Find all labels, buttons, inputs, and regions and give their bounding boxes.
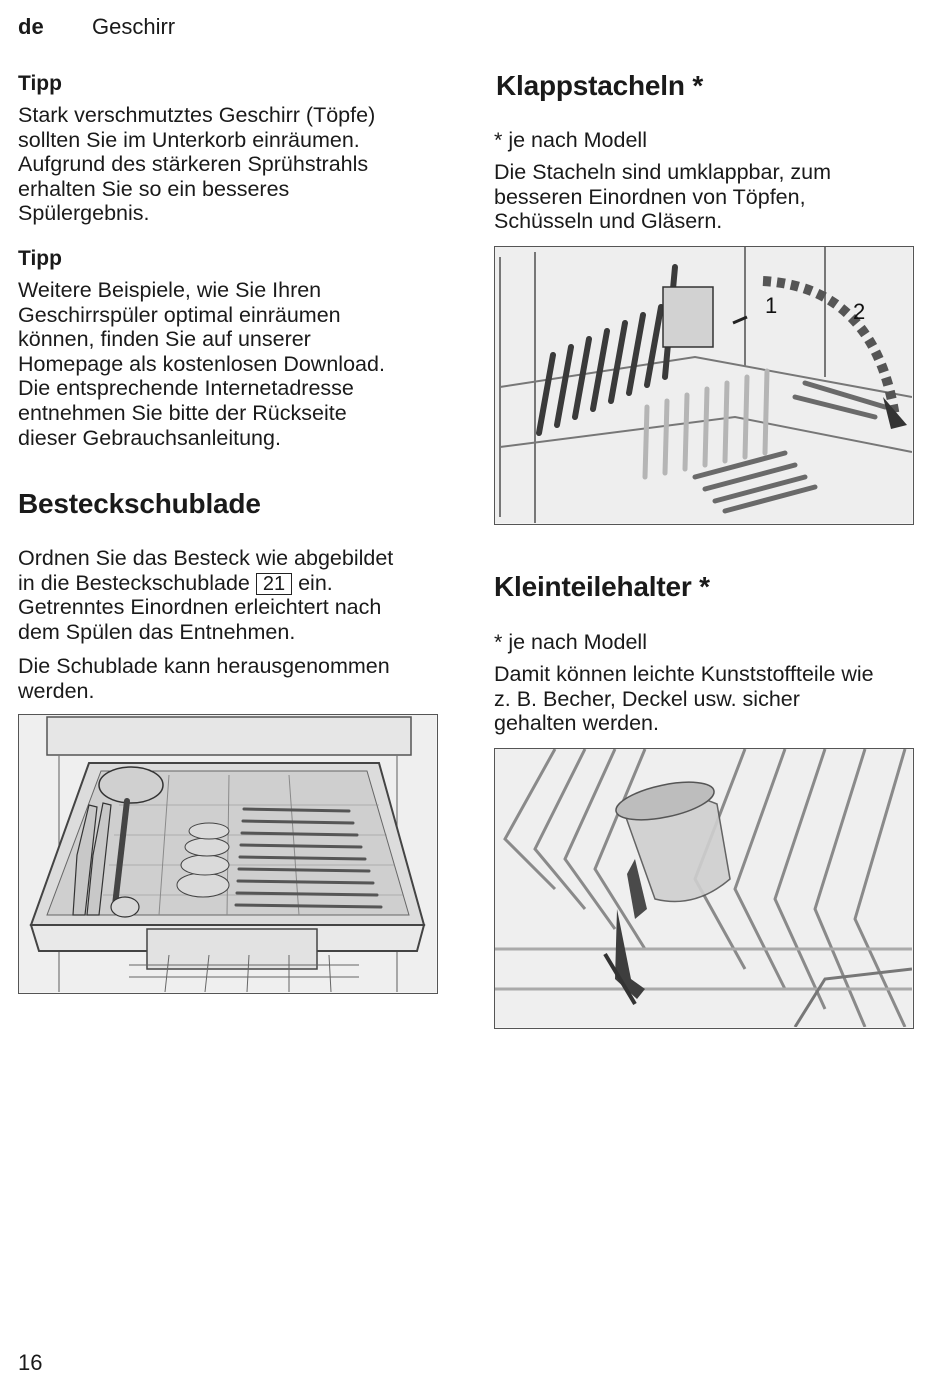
text-line: dieser Gebrauchsanleitung. bbox=[18, 425, 281, 450]
cutlery-drawer-illustration bbox=[18, 714, 438, 994]
page-number: 16 bbox=[18, 1350, 43, 1375]
section-heading: Klappstacheln * bbox=[496, 70, 704, 101]
text-line: Geschirrspüler optimal einräumen bbox=[18, 302, 341, 327]
spikes-paragraph bbox=[494, 160, 831, 234]
text-line: Die Schublade kann herausgenommen bbox=[18, 654, 390, 678]
section-heading: Besteckschublade bbox=[18, 488, 261, 519]
section-title: Geschirr bbox=[92, 14, 176, 39]
step-label-1: 1 bbox=[765, 293, 778, 318]
text-line: werden. bbox=[18, 678, 95, 703]
text-line: Spülergebnis. bbox=[18, 201, 150, 226]
cutlery-paragraph bbox=[18, 546, 393, 644]
text-line: Ordnen Sie das Besteck wie abgebildet bbox=[18, 546, 394, 570]
text-line: besseren Einordnen von Töpfen, bbox=[494, 184, 806, 209]
text-fragment: in die Besteckschublade bbox=[18, 570, 250, 595]
tip-heading: Tipp bbox=[18, 72, 62, 95]
text-line: gehalten werden. bbox=[494, 711, 659, 736]
cutlery-paragraph-2 bbox=[18, 654, 390, 703]
text-line: Getrenntes Einordnen erleichtert nach bbox=[18, 595, 382, 620]
text-line: Schüsseln und Gläsern. bbox=[494, 209, 723, 234]
text-fragment: ein. bbox=[298, 570, 333, 595]
text-line: Die entsprechende Internetadresse bbox=[18, 376, 354, 401]
tip-heading: Tipp bbox=[18, 247, 62, 270]
text-line: Die Stacheln sind umklappbar, zum bbox=[494, 160, 832, 184]
language-code: de bbox=[18, 14, 44, 39]
tip-paragraph bbox=[18, 278, 385, 450]
text-line: Weitere Beispiele, wie Sie Ihren bbox=[18, 278, 322, 302]
text-line: dem Spülen das Entnehmen. bbox=[18, 619, 296, 644]
figure-reference: 21 bbox=[256, 573, 292, 595]
text-line: Aufgrund des stärkeren Sprühstrahls bbox=[18, 152, 369, 177]
tip-paragraph bbox=[18, 103, 375, 226]
text-line: können, finden Sie auf unserer bbox=[18, 327, 311, 352]
text-line: sollten Sie im Unterkorb einräumen. bbox=[18, 127, 360, 152]
model-note: * je nach Modell bbox=[494, 630, 647, 654]
text-line: z. B. Becher, Deckel usw. sicher bbox=[494, 686, 800, 711]
text-line: erhalten Sie so ein besseres bbox=[18, 176, 290, 201]
section-heading: Kleinteilehalter * bbox=[494, 571, 710, 602]
text-line: Damit können leichte Kunststoffteile wie bbox=[494, 662, 874, 686]
text-line bbox=[18, 571, 393, 596]
small-parts-holder-illustration bbox=[494, 748, 914, 1029]
text-line: Stark verschmutztes Geschirr (Töpfe) bbox=[18, 103, 376, 127]
step-label-2: 2 bbox=[853, 299, 866, 324]
holder-paragraph bbox=[494, 662, 874, 736]
text-line: entnehmen Sie bitte der Rückseite bbox=[18, 400, 347, 425]
folding-spikes-illustration bbox=[494, 246, 914, 525]
text-line: Homepage als kostenlosen Download. bbox=[18, 351, 385, 376]
model-note: * je nach Modell bbox=[494, 128, 647, 152]
